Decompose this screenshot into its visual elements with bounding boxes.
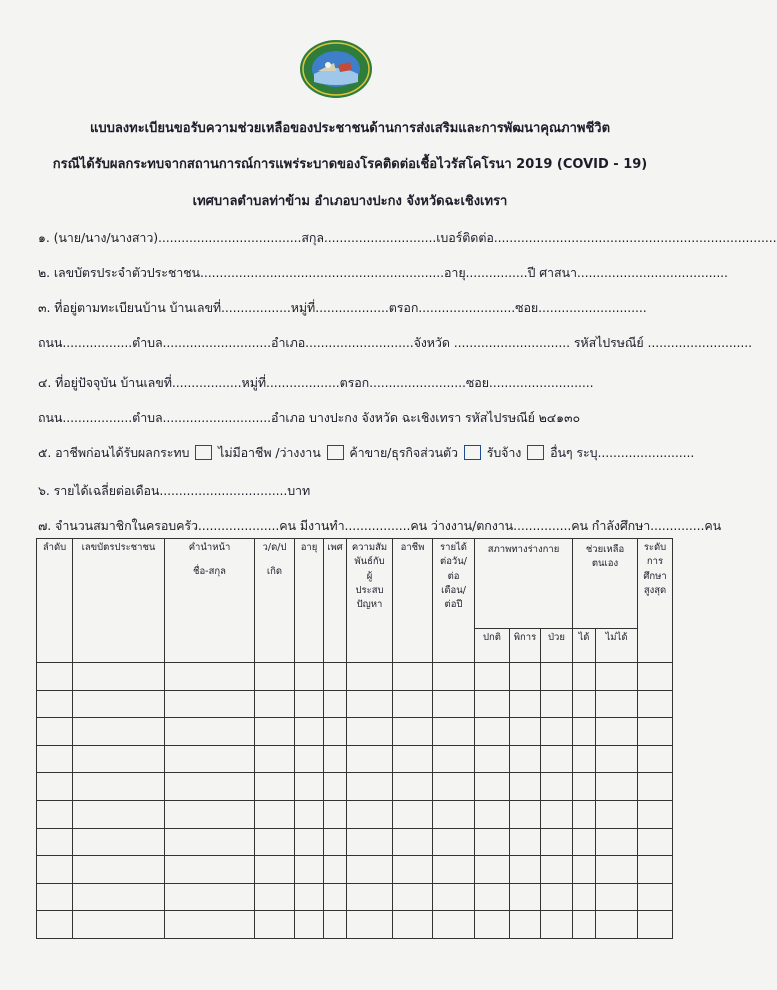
table-cell[interactable] <box>324 663 347 691</box>
form-title-line2: กรณีได้รับผลกระทบจากสถานการณ์การแพร่ระบาดของโรคติดต่อเชื้อไวรัสโคโรนา 2019 (COVID - 19) <box>52 157 648 172</box>
table-cell[interactable] <box>638 773 673 801</box>
table-cell[interactable] <box>393 856 433 884</box>
table-cell[interactable] <box>324 911 347 939</box>
table-cell[interactable] <box>475 883 510 911</box>
table-cell[interactable] <box>347 745 393 773</box>
col-self-help: ช่วยเหลือตนเอง <box>573 539 638 629</box>
table-cell[interactable] <box>573 883 596 911</box>
table-row <box>37 663 673 691</box>
table-cell[interactable] <box>255 718 295 746</box>
table-cell[interactable] <box>573 911 596 939</box>
table-cell[interactable] <box>347 773 393 801</box>
table-cell[interactable] <box>393 828 433 856</box>
col-income: รายได้ ต่อวัน/ ต่อ เดือน/ ต่อปี <box>433 539 475 663</box>
table-cell[interactable] <box>573 745 596 773</box>
table-cell[interactable] <box>255 883 295 911</box>
table-cell[interactable] <box>73 911 165 939</box>
table-cell[interactable] <box>573 718 596 746</box>
table-cell[interactable] <box>324 745 347 773</box>
table-row <box>37 911 673 939</box>
table-cell[interactable] <box>324 690 347 718</box>
table-body <box>37 663 673 939</box>
table-cell[interactable] <box>475 828 510 856</box>
table-cell[interactable] <box>638 663 673 691</box>
table-cell[interactable] <box>295 911 324 939</box>
table-row <box>37 718 673 746</box>
table-cell[interactable] <box>510 690 541 718</box>
table-cell[interactable] <box>638 745 673 773</box>
field-id-line[interactable]: ๒. เลขบัตรประจำตัวประชาชน...............................................................อายุ................ปี ศาสนา....................................... <box>38 265 728 280</box>
table-cell[interactable] <box>255 856 295 884</box>
table-cell[interactable] <box>475 773 510 801</box>
table-cell[interactable] <box>37 690 73 718</box>
table-cell[interactable] <box>596 718 638 746</box>
table-cell[interactable] <box>510 745 541 773</box>
table-cell[interactable] <box>433 883 475 911</box>
table-cell[interactable] <box>393 718 433 746</box>
table-cell[interactable] <box>393 773 433 801</box>
table-cell[interactable] <box>37 718 73 746</box>
table-cell[interactable] <box>295 773 324 801</box>
table-cell[interactable] <box>596 690 638 718</box>
checkbox-unemployed[interactable] <box>195 445 212 460</box>
table-cell[interactable] <box>73 828 165 856</box>
table-cell[interactable] <box>596 828 638 856</box>
table-cell[interactable] <box>433 856 475 884</box>
table-cell[interactable] <box>73 856 165 884</box>
field-name-line[interactable]: ๑. (นาย/นาง/นางสาว).....................................สกุล.............................เบอร์ติดต่อ......................................................................... <box>38 230 777 245</box>
table-cell[interactable] <box>596 773 638 801</box>
table-cell[interactable] <box>573 690 596 718</box>
table-cell[interactable] <box>393 800 433 828</box>
table-cell[interactable] <box>541 745 573 773</box>
table-cell[interactable] <box>596 745 638 773</box>
field-reg-road-line[interactable]: ถนน..................ตำบล............................อำเภอ............................จังหวัด .............................. รหัสไปรษณีย์ ........................... <box>38 335 753 350</box>
table-cell[interactable] <box>393 911 433 939</box>
table-cell[interactable] <box>347 800 393 828</box>
table-cell[interactable] <box>573 856 596 884</box>
table-cell[interactable] <box>37 800 73 828</box>
table-cell[interactable] <box>324 828 347 856</box>
table-cell[interactable] <box>165 856 255 884</box>
table-cell[interactable] <box>165 800 255 828</box>
table-cell[interactable] <box>541 828 573 856</box>
table-cell[interactable] <box>37 911 73 939</box>
table-cell[interactable] <box>433 911 475 939</box>
table-cell[interactable] <box>165 718 255 746</box>
form-title-line3: เทศบาลตำบลท่าข้าม อำเภอบางปะกง จังหวัดฉะเชิงเทรา <box>192 194 508 209</box>
table-cell[interactable] <box>165 911 255 939</box>
table-cell[interactable] <box>347 690 393 718</box>
occupation-option-business: ค้าขาย/ธุรกิจส่วนตัว <box>349 445 458 460</box>
table-cell[interactable] <box>37 773 73 801</box>
table-cell[interactable] <box>475 745 510 773</box>
table-cell[interactable] <box>433 663 475 691</box>
table-cell[interactable] <box>165 690 255 718</box>
table-cell[interactable] <box>295 718 324 746</box>
table-cell[interactable] <box>638 856 673 884</box>
col-age: อายุ <box>295 539 324 663</box>
table-cell[interactable] <box>510 800 541 828</box>
field-cur-address-line[interactable]: ๔. ที่อยู่ปัจจุบัน บ้านเลขที่..................หมู่ที่...................ตรอก.........................ซอย........................... <box>38 375 594 390</box>
table-cell[interactable] <box>433 718 475 746</box>
table-cell[interactable] <box>255 690 295 718</box>
table-cell[interactable] <box>255 745 295 773</box>
table-cell[interactable] <box>37 663 73 691</box>
occupation-line <box>38 443 694 463</box>
table-cell[interactable] <box>638 911 673 939</box>
occupation-option-unemployed: ไม่มีอาชีพ /ว่างงาน <box>218 445 321 460</box>
table-cell[interactable] <box>393 663 433 691</box>
table-cell[interactable] <box>347 911 393 939</box>
table-cell[interactable] <box>638 690 673 718</box>
table-cell[interactable] <box>295 856 324 884</box>
table-cell[interactable] <box>347 718 393 746</box>
table-cell[interactable] <box>510 911 541 939</box>
table-cell[interactable] <box>573 663 596 691</box>
table-cell[interactable] <box>347 856 393 884</box>
table-cell[interactable] <box>638 718 673 746</box>
table-cell[interactable] <box>596 800 638 828</box>
form-title-line1: แบบลงทะเบียนขอรับความช่วยเหลือของประชาชนด้านการส่งเสริมและการพัฒนาคุณภาพชีวิต <box>89 121 611 136</box>
table-cell[interactable] <box>295 828 324 856</box>
col-cannot: ไม่ได้ <box>596 629 638 663</box>
col-disabled: พิการ <box>510 629 541 663</box>
table-cell[interactable] <box>475 663 510 691</box>
table-cell[interactable] <box>541 690 573 718</box>
table-row <box>37 856 673 884</box>
col-education: ระดับ การ ศึกษา สูงสุด <box>638 539 673 663</box>
table-cell[interactable] <box>295 663 324 691</box>
table-header-row <box>37 539 673 629</box>
field-reg-address-line[interactable]: ๓. ที่อยู่ตามทะเบียนบ้าน บ้านเลขที่..................หมู่ที่...................ตรอก.........................ซอย............................ <box>38 300 647 315</box>
table-cell[interactable] <box>255 800 295 828</box>
table-row <box>37 690 673 718</box>
table-cell[interactable] <box>510 773 541 801</box>
table-cell[interactable] <box>295 745 324 773</box>
table-cell[interactable] <box>433 773 475 801</box>
checkbox-business[interactable] <box>327 445 344 460</box>
table-cell[interactable] <box>73 718 165 746</box>
field-family-line[interactable]: ๗. จำนวนสมาชิกในครอบครัว.....................คน มีงานทำ.................คน ว่างงาน/ตกงาน...............คน กำลังศึกษา..............คน <box>38 518 722 533</box>
table-cell[interactable] <box>73 690 165 718</box>
table-cell[interactable] <box>37 745 73 773</box>
table-cell[interactable] <box>596 911 638 939</box>
col-sex: เพศ <box>324 539 347 663</box>
table-cell[interactable] <box>638 828 673 856</box>
col-can: ได้ <box>573 629 596 663</box>
table-row <box>37 745 673 773</box>
table-cell[interactable] <box>510 663 541 691</box>
col-normal: ปกติ <box>475 629 510 663</box>
table-cell[interactable] <box>324 718 347 746</box>
table-cell[interactable] <box>73 745 165 773</box>
col-id-card: เลขบัตรประชาชน <box>73 539 165 663</box>
table-cell[interactable] <box>475 718 510 746</box>
col-physical-condition: สภาพทางร่างกาย <box>475 539 573 629</box>
col-name: คำนำหน้า ชื่อ-สกุล <box>165 539 255 663</box>
table-cell[interactable] <box>295 800 324 828</box>
table-cell[interactable] <box>37 856 73 884</box>
table-cell[interactable] <box>255 663 295 691</box>
table-cell[interactable] <box>433 828 475 856</box>
table-row <box>37 773 673 801</box>
col-sick: ป่วย <box>541 629 573 663</box>
col-relationship: ความสัม พันธ์กับ ผู้ ประสบ ปัญหา <box>347 539 393 663</box>
table-cell[interactable] <box>255 828 295 856</box>
table-cell[interactable] <box>37 828 73 856</box>
table-cell[interactable] <box>475 856 510 884</box>
table-cell[interactable] <box>165 745 255 773</box>
table-cell[interactable] <box>638 883 673 911</box>
table-cell[interactable] <box>433 745 475 773</box>
table-cell[interactable] <box>541 800 573 828</box>
table-cell[interactable] <box>73 663 165 691</box>
table-cell[interactable] <box>165 663 255 691</box>
checkbox-employee[interactable] <box>464 445 481 460</box>
table-cell[interactable] <box>393 745 433 773</box>
family-members-table <box>36 538 673 939</box>
table-cell[interactable] <box>541 718 573 746</box>
table-cell[interactable] <box>510 718 541 746</box>
table-row <box>37 800 673 828</box>
table-cell[interactable] <box>295 883 324 911</box>
table-row <box>37 828 673 856</box>
col-birthdate: ว/ด/ป เกิด <box>255 539 295 663</box>
table-cell[interactable] <box>510 856 541 884</box>
table-cell[interactable] <box>475 800 510 828</box>
table-cell[interactable] <box>324 883 347 911</box>
occupation-label: ๕. อาชีพก่อนได้รับผลกระทบ <box>38 445 190 460</box>
table-cell[interactable] <box>73 800 165 828</box>
table-cell[interactable] <box>596 856 638 884</box>
table-cell[interactable] <box>324 856 347 884</box>
table-row <box>37 883 673 911</box>
table-cell[interactable] <box>347 883 393 911</box>
table-cell[interactable] <box>255 773 295 801</box>
table-cell[interactable] <box>475 690 510 718</box>
table-cell[interactable] <box>165 883 255 911</box>
table-cell[interactable] <box>433 690 475 718</box>
col-order: ลำดับ <box>37 539 73 663</box>
occupation-option-other: อื่นๆ ระบุ......................... <box>550 445 695 460</box>
table-cell[interactable] <box>347 828 393 856</box>
table-cell[interactable] <box>510 828 541 856</box>
table-cell[interactable] <box>433 800 475 828</box>
municipality-seal-logo <box>298 38 374 100</box>
col-occupation: อาชีพ <box>393 539 433 663</box>
table-cell[interactable] <box>324 773 347 801</box>
field-income-line[interactable]: ๖. รายได้เฉลี่ยต่อเดือน.................................บาท <box>38 483 311 498</box>
table-cell[interactable] <box>573 828 596 856</box>
table-cell[interactable] <box>475 911 510 939</box>
table-cell[interactable] <box>541 911 573 939</box>
checkbox-other[interactable] <box>527 445 544 460</box>
table-cell[interactable] <box>347 663 393 691</box>
table-cell[interactable] <box>73 773 165 801</box>
table-cell[interactable] <box>510 883 541 911</box>
table-cell[interactable] <box>638 800 673 828</box>
table-cell[interactable] <box>541 663 573 691</box>
table-cell[interactable] <box>37 883 73 911</box>
table-cell[interactable] <box>165 828 255 856</box>
table-cell[interactable] <box>393 690 433 718</box>
table-cell[interactable] <box>541 856 573 884</box>
table-cell[interactable] <box>73 883 165 911</box>
field-cur-road-line[interactable]: ถนน..................ตำบล............................อำเภอ บางปะกง จังหวัด ฉะเชิงเทรา รหัสไปรษณีย์ ๒๔๑๓๐ <box>38 410 580 425</box>
table-cell[interactable] <box>573 800 596 828</box>
table-cell[interactable] <box>295 690 324 718</box>
occupation-option-employee: รับจ้าง <box>486 445 522 460</box>
table-cell[interactable] <box>596 663 638 691</box>
table-cell[interactable] <box>596 883 638 911</box>
table-cell[interactable] <box>573 773 596 801</box>
table-cell[interactable] <box>324 800 347 828</box>
table-cell[interactable] <box>541 883 573 911</box>
table-cell[interactable] <box>255 911 295 939</box>
table-cell[interactable] <box>393 883 433 911</box>
table-cell[interactable] <box>541 773 573 801</box>
table-cell[interactable] <box>165 773 255 801</box>
